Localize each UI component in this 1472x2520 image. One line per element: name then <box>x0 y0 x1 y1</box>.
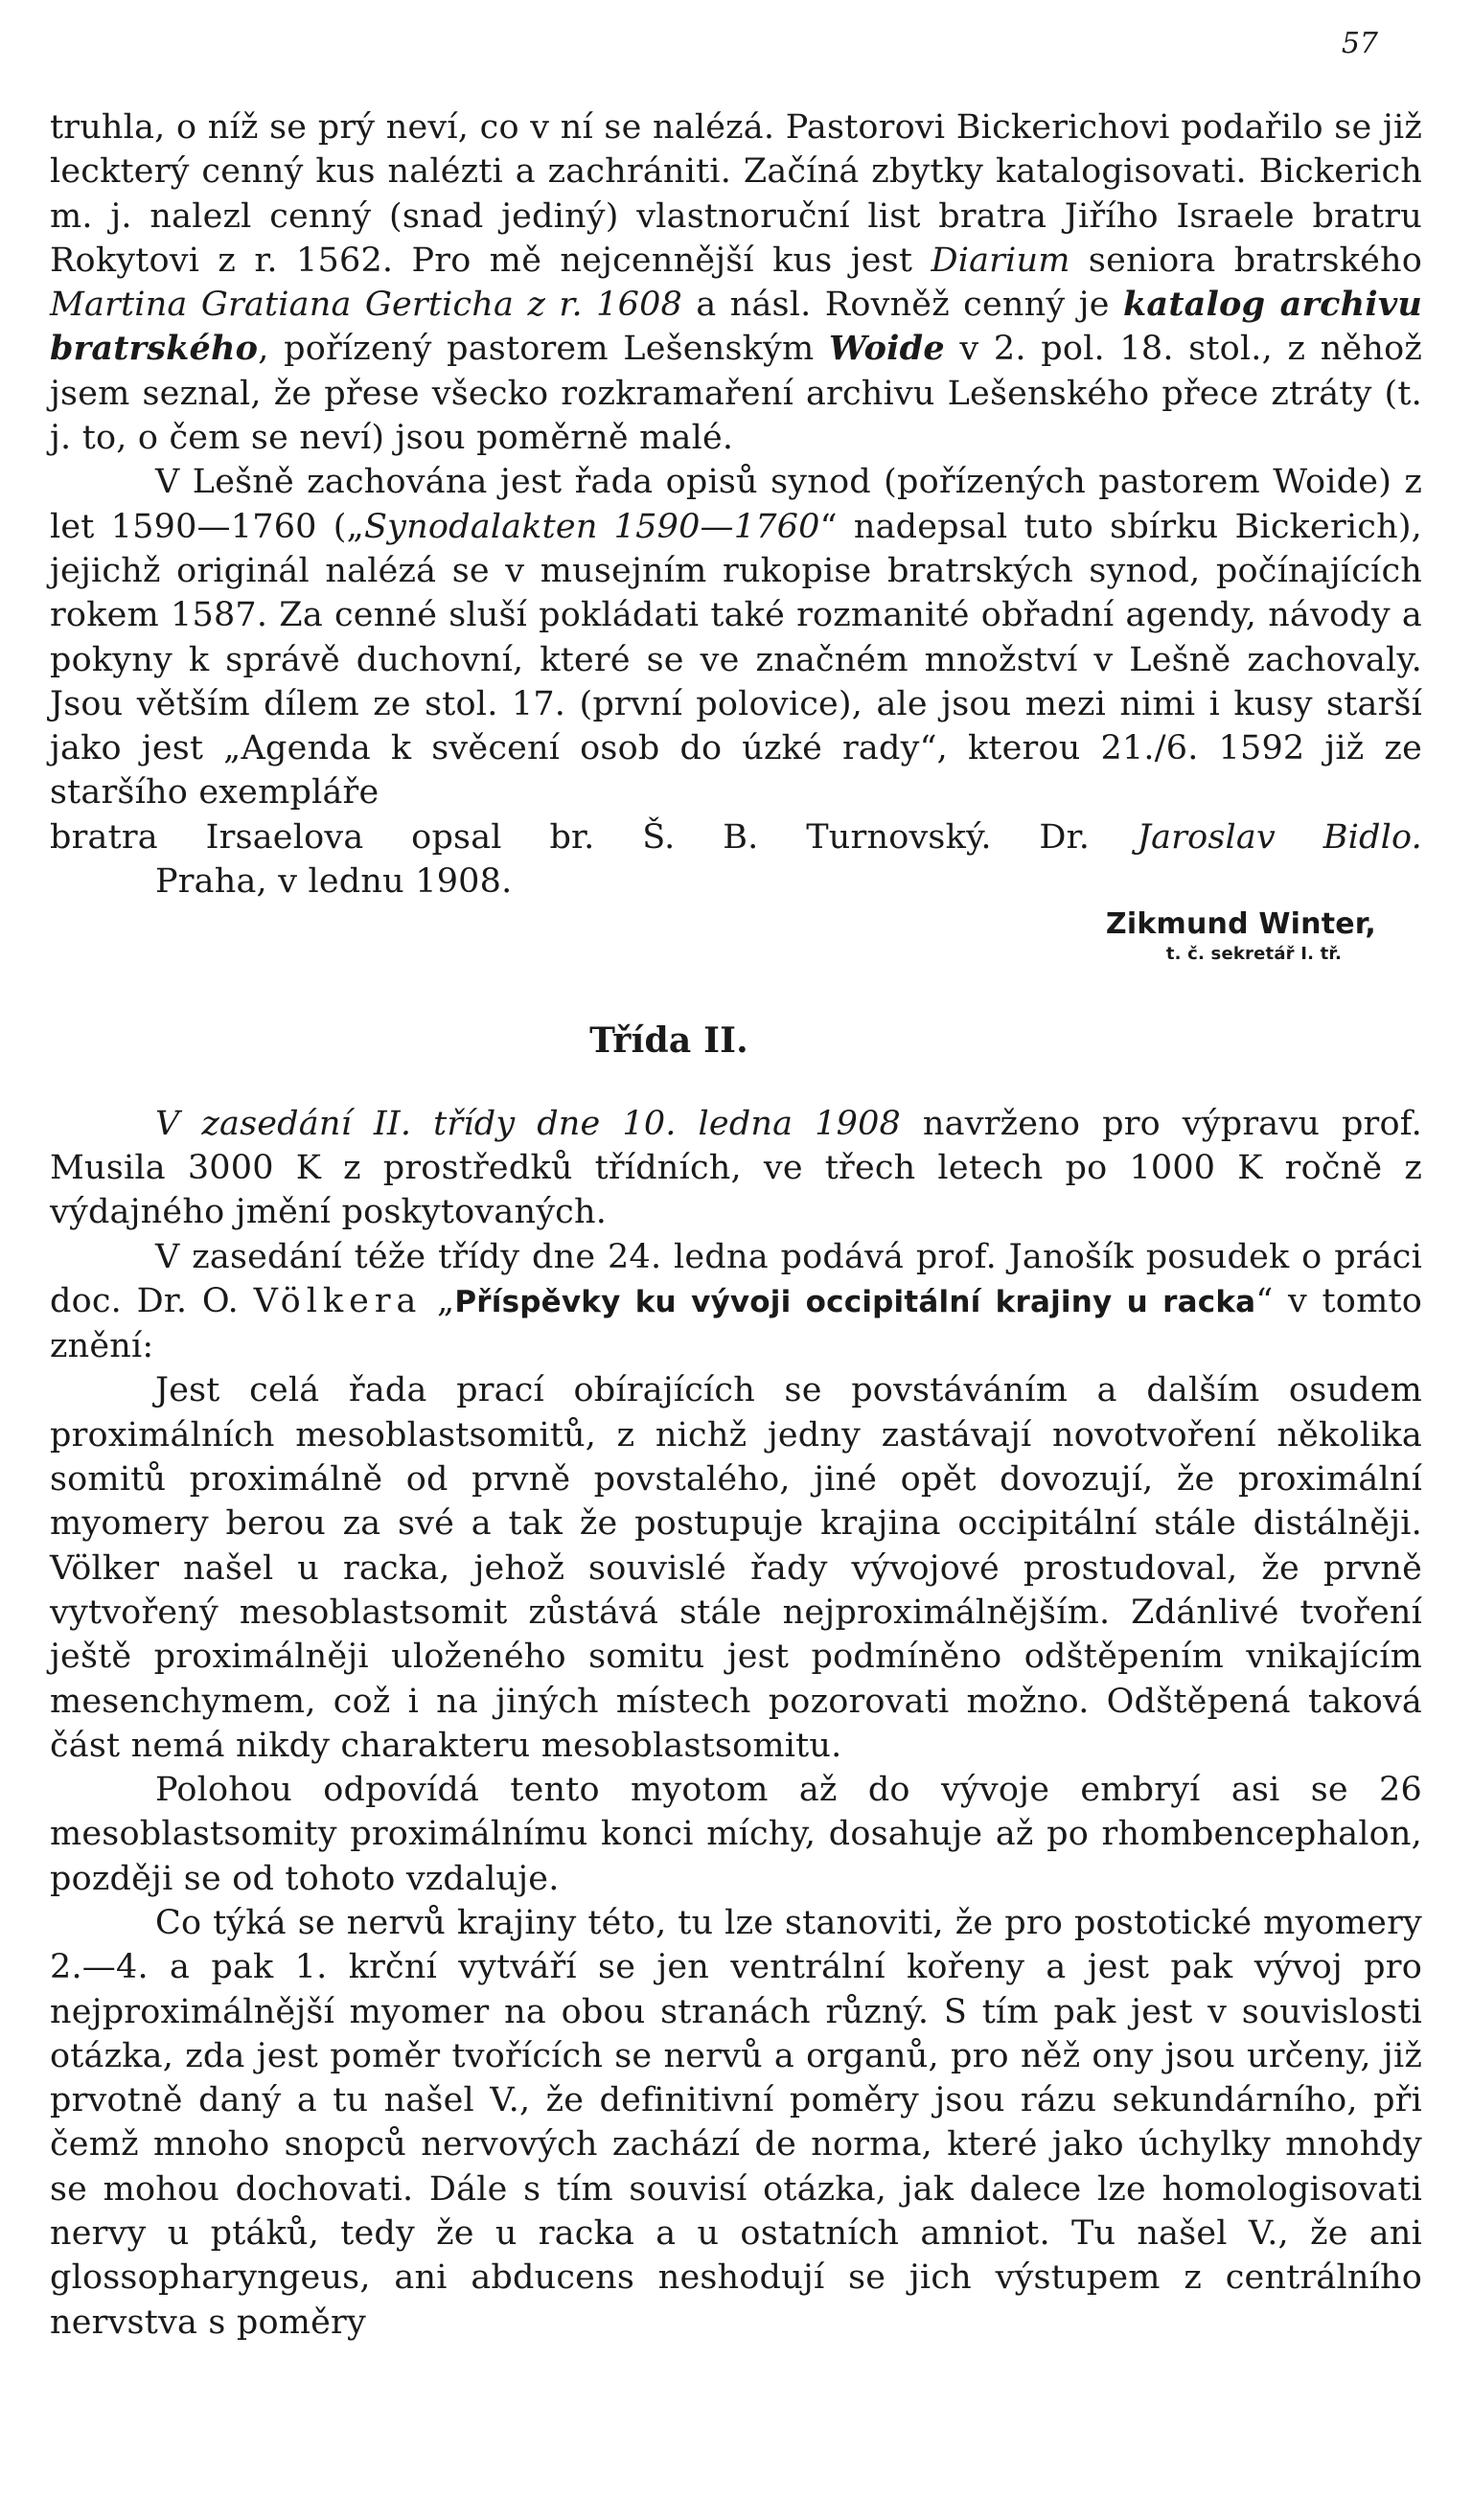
text-run: navrženo pro výpravu prof. Musila 3000 K z prostředků třídních, ve třech letech po 1000 K ročně z výdajného jmění poskytovaných. <box>50 1104 1422 1232</box>
text-run: „ <box>422 1281 455 1320</box>
dateline: Praha, v lednu 1908. <box>155 862 513 902</box>
text-run: v 2. pol. 18. stol., z něhož jsem seznal, že přese všecko rozkramaření archivu Lešenského přece ztráty (t. j. to, o čem se neví) jsou poměrně malé. <box>50 330 1423 458</box>
paragraph-session-1 <box>50 1102 1422 1235</box>
spaced-volker: Völkera <box>253 1281 423 1320</box>
paragraph-review-2: Polohou odpovídá tento myotom až do vývoje embryí asi se 26 mesoblastsomity proximálnímu konci míchy, dosahuje až po rhombencephalon, později se od tohoto vzdaluje. <box>50 1771 1422 1898</box>
italic-diarium: Diarium <box>931 241 1070 280</box>
paper-title: Příspěvky ku vývoji occipitální krajiny u racka <box>454 1284 1256 1319</box>
text-run: truhla, o níž se prý neví, co v ní se nalézá. Pastorovi Bickerichovi podařilo se již leckterý cenný kus nalézti a zachrániti. Začíná zbytky katalogisovati. Bickerich m. j. nalezl cenný (snad jediný) vlastnoruční list bratra Jiřího Israele bratru Rokytovi z r. 1562. Pro mě nejcennější kus jest <box>50 108 1422 280</box>
section-heading: Třída II. <box>589 1020 748 1062</box>
author-prefix: Dr. <box>1039 817 1138 857</box>
signature-title: t. č. sekretář I. tř. <box>1165 944 1342 965</box>
paragraph-review-3: Co týká se nervů krajiny této, tu lze stanoviti, že pro postotické myomery 2.—4. a pak 1. krční vytváří se jen ventrální kořeny a jest pak vývoj pro nejproximálnější myomer na obou stranách různý. S tím pak jest v souvislosti otázka, zda jest poměr tvořících se nervů a organů, pro něž ony jsou určeny, již prvotně daný a tu našel V., že definitivní poměry jsou rázu sekundárního, při čemž mnoho snopců nervových zachází de norma, které jako úchylky mnohdy se mohou dochovati. Dále s tím souvisí otázka, jak dalece lze homologisovati nervy u ptáků, tedy že u racka a u ostatních amniot. Tu našel V., že ani glossopharyngeus, ani abducens neshodují se jich výstupem z centrálního nervstva s poměry <box>50 1903 1422 2342</box>
text-run: V zasedání téže třídy dne 24. ledna podává prof. Janošík posudek o práci doc. Dr. O. <box>50 1237 1422 1320</box>
text-run: a násl. Rovněž cenný je <box>682 286 1123 325</box>
italic-gerticha: Martina Gratiana Gerticha z r. 1608 <box>50 286 683 325</box>
paragraph-review-1: Jest celá řada prací obírajících se povstáváním a dalším osudem proximálních mesoblastsomitů, z nichž jedny zastávají novotvoření několika somitů proximálně od prvně povstalého, jiné opět dovozují, že proximální myomery berou za své a tak že postupuje krajina occipitální stále distálněji. Völker našel u racka, jehož souvislé řady vývojové prostudoval, že prvně vytvořený mesoblastsomit zůstává stále nejproximálnějším. Zdánlivé tvoření ještě proximálněji uloženého somitu jest podmíněno odštěpením vnikajícím mesenchymem, což i na jiných místech pozorovati možno. Odštěpená taková část nemá nikdy charakteru mesoblastsomitu. <box>50 1371 1422 1765</box>
page-text <box>50 105 1422 2345</box>
text-run: “ v tomto znění: <box>50 1281 1422 1366</box>
italic-katalog: katalog archivu bratrského <box>50 285 1423 369</box>
paragraph-session-2 <box>50 1235 1422 1369</box>
signature-name: Zikmund Winter, <box>1105 907 1376 942</box>
paragraph-synods <box>50 460 1422 814</box>
text-run: bratra Irsaelova opsal br. Š. B. Turnovský. <box>50 817 992 857</box>
italic-synodalakten: Synodalakten 1590—1760 <box>363 507 820 546</box>
text-run: “ nadepsal tuto sbírku Bickerich), jejichž originál nalézá se v musejním rukopise bratrských synod, počínajících rokem 1587. Za cenné sluší pokládati také rozmanité obřadní agendy, návody a pokyny k správě duchovní, které se ve značném množství v Lešně zachovaly. Jsou větším dílem ze stol. 17. (první polovice), ale jsou mezi nimi i kusy starší jako jest „Agenda k svěcení osob do úzké rady“, kterou 21./6. 1592 již ze staršího exempláře <box>50 507 1422 813</box>
author-line <box>50 815 1422 859</box>
italic-woide: Woide <box>828 329 945 369</box>
page-number: 57 <box>1341 27 1378 60</box>
text-run: , pořízený pastorem Lešenským <box>258 330 829 369</box>
text-run: V Lešně zachována jest řada opisů synod (pořízených pastorem Woide) z let 1590—1760 („ <box>50 463 1422 546</box>
text-run: seniora bratrského <box>1070 241 1422 280</box>
signature-block <box>50 905 1376 965</box>
italic-session-date: V zasedání II. třídy dne 10. ledna 1908 <box>155 1104 902 1143</box>
author-signature <box>1039 818 1422 857</box>
author-name: Jaroslav Bidlo. <box>1137 817 1423 857</box>
paragraph-archive-catalog <box>50 105 1422 460</box>
